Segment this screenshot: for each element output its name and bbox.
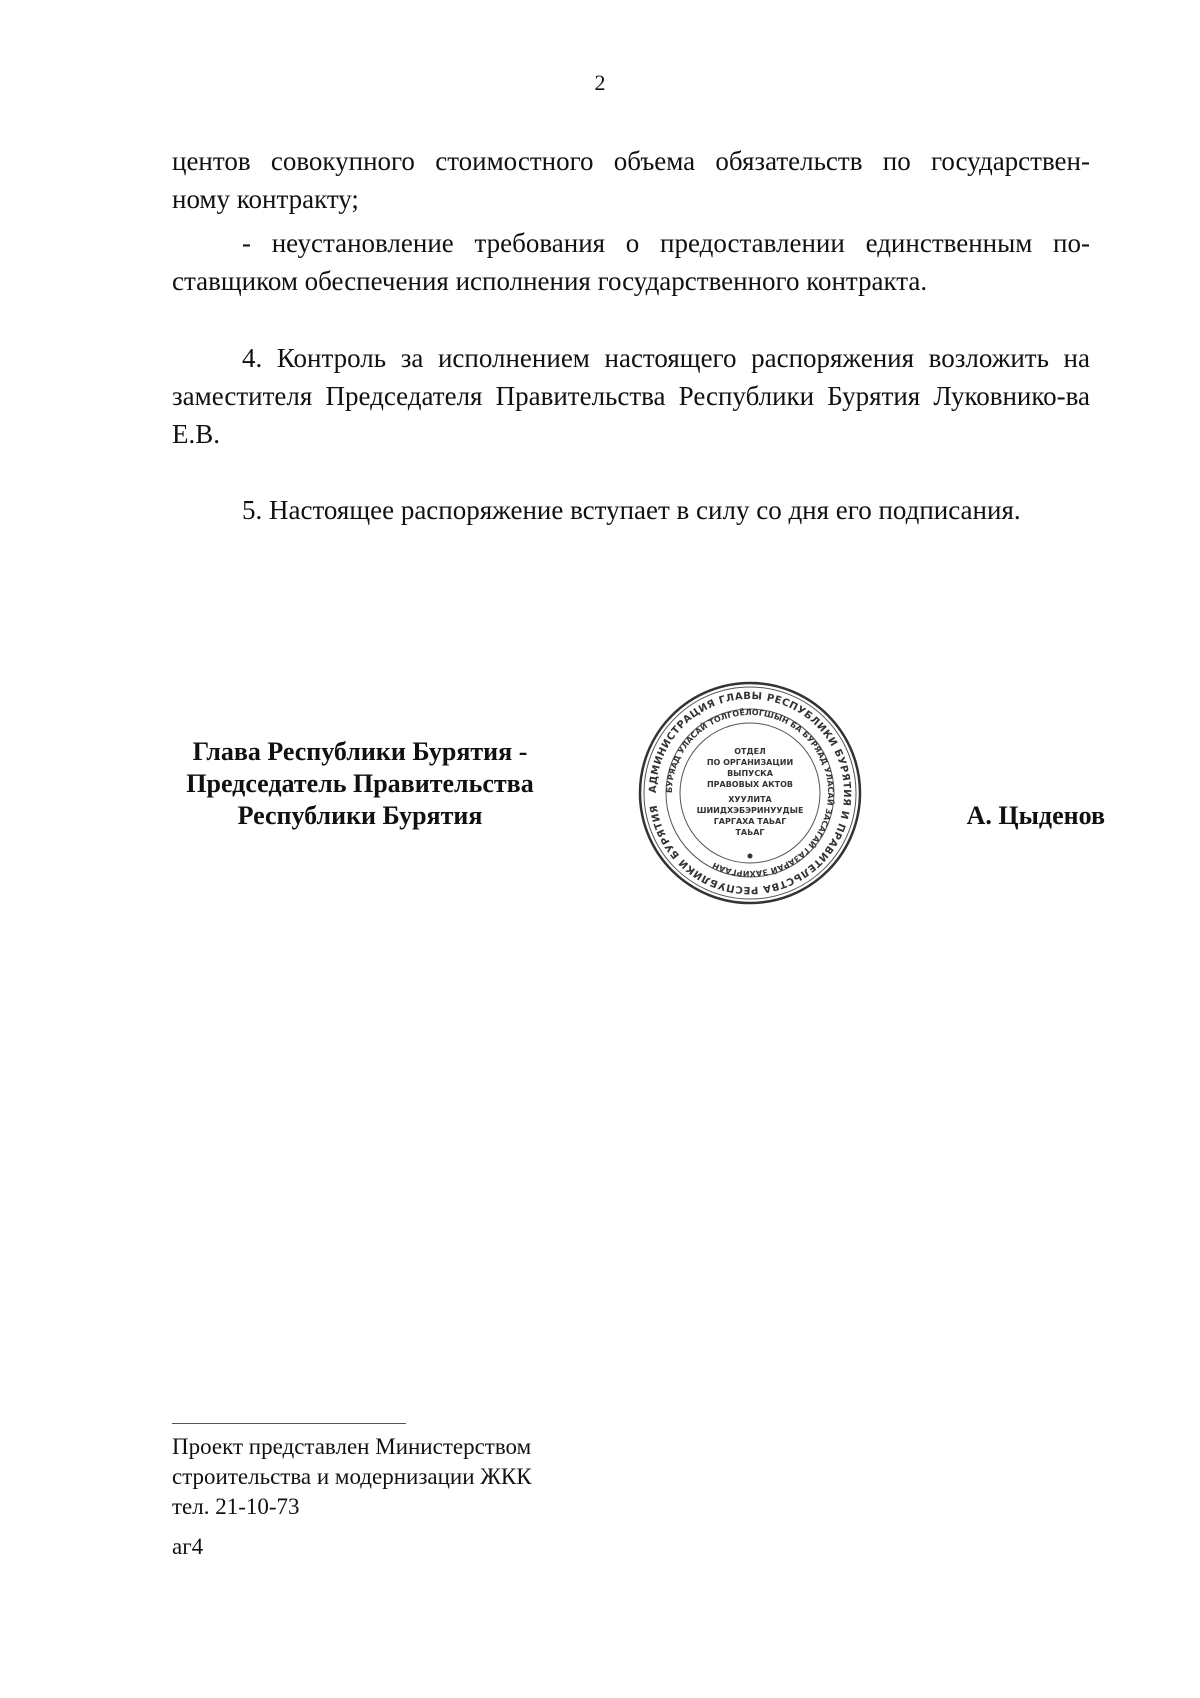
official-stamp	[637, 680, 863, 906]
footnote-phone: тел. 21-10-73	[172, 1494, 300, 1519]
stamp-center-line: ПО ОРГАНИЗАЦИИ	[706, 758, 794, 767]
paragraph-supplier-requirement: - неустановление требования о предоставлении единственным по-ставщиком обеспечения исполнения государственного контракта.	[172, 228, 1090, 296]
stamp-outer-text: АДМИНИСТРАЦИЯ ГЛАВЫ РЕСПУБЛИКИ БУРЯТИЯ И ПРАВИТЕЛЬСТВА РЕСПУБЛИКИ БУРЯТИЯ	[647, 690, 853, 896]
paragraph-line: центов совокупного стоимостного объема обязательств по государствен-	[172, 146, 1090, 176]
footnote-line: Проект представлен Министерством	[172, 1434, 532, 1459]
stamp-center-line: ПРАВОВЫХ АКТОВ	[706, 780, 794, 789]
stamp-center-line: ШИИДХЭБЭРИНУУДЫЕ	[696, 806, 804, 815]
stamp-center-line: ВЫПУСКА	[727, 769, 773, 778]
paragraph-line: ному контракту;	[172, 184, 359, 214]
stamp-center-line: ГАРГАХА ТАЬАГ	[713, 817, 787, 826]
page-number: 2	[594, 70, 606, 95]
stamp-center-line: ТАЬАГ	[735, 828, 765, 837]
paragraph-control: 4. Контроль за исполнением настоящего распоряжения возложить на заместителя Председателя Правительства Республики Бурятия Луковнико-ва Е.В.	[172, 343, 1090, 449]
footnote-divider	[172, 1423, 406, 1424]
stamp-dot-icon	[748, 854, 753, 859]
paragraph-effective-date: 5. Настоящее распоряжение вступает в силу со дня его подписания.	[242, 495, 1021, 525]
footnote-line: строительства и модернизации ЖКК	[172, 1464, 532, 1489]
svg-text:АДМИНИСТРАЦИЯ ГЛАВЫ РЕСПУБЛИКИ	[648, 691, 852, 895]
signatory-title-line: Председатель Правительства	[186, 769, 534, 798]
signatory-title-line: Республики Бурятия	[237, 801, 483, 830]
signatory-title	[165, 736, 555, 832]
stamp-center-line: ОТДЕЛ	[734, 747, 766, 756]
signer-name: А. Цыденов	[966, 801, 1105, 830]
paragraph-continuation	[172, 142, 1090, 218]
stamp-center-line: ХУУЛИТА	[728, 795, 772, 804]
footnote	[172, 1432, 532, 1522]
stamp-inner-text: БУРЯАД УЛАСАЙ ТОЛГОЁЛОГШЫН БА БУРЯАД УЛАСАЙ ЗАСАГАЙ ГАЗАРАЙ ЗАХИРГААН	[664, 707, 836, 879]
document-code: аг4	[172, 1534, 204, 1559]
signatory-title-line: Глава Республики Бурятия -	[192, 737, 528, 766]
